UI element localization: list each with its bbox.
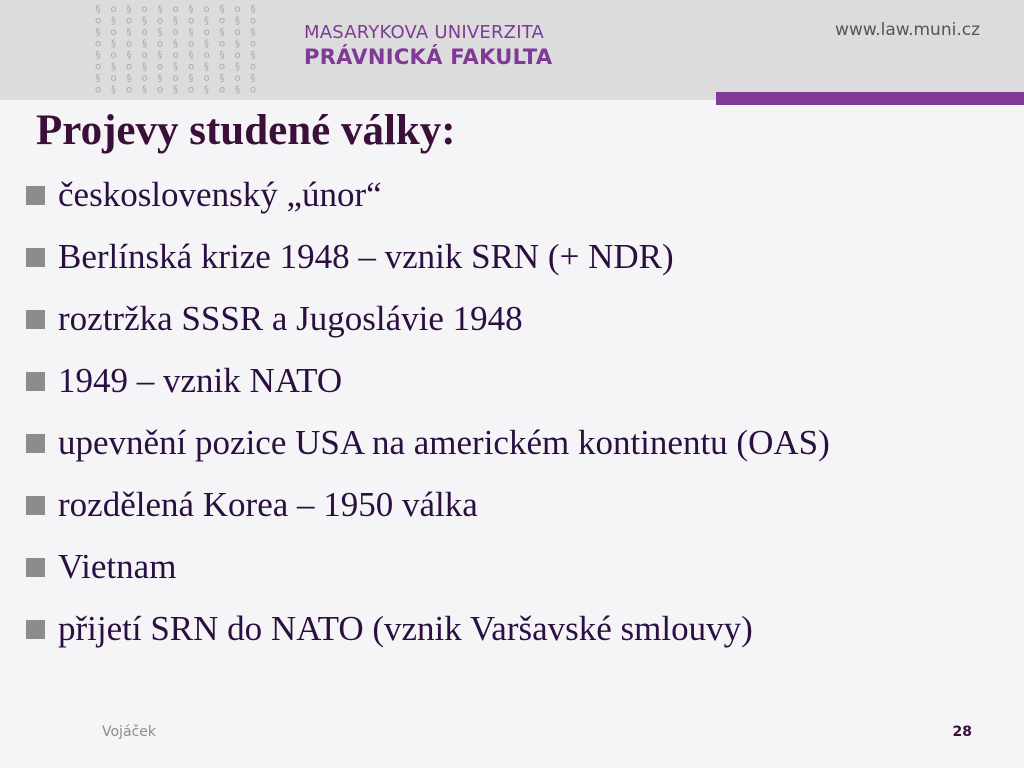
pattern-glyph: § bbox=[111, 61, 116, 73]
pattern-glyph: § bbox=[250, 50, 256, 61]
pattern-glyph: o bbox=[125, 61, 133, 73]
pattern-glyph: § bbox=[219, 50, 225, 61]
pattern-glyph: o bbox=[94, 61, 102, 73]
pattern-glyph: § bbox=[157, 27, 163, 38]
pattern-glyph: § bbox=[204, 38, 209, 50]
pattern-glyph: o bbox=[156, 61, 164, 73]
pattern-glyph: o bbox=[110, 73, 117, 84]
pattern-glyph: o bbox=[141, 50, 148, 61]
pattern-glyph: § bbox=[219, 4, 225, 15]
pattern-glyph: o bbox=[234, 27, 241, 38]
pattern-glyph: o bbox=[156, 38, 164, 50]
faculty-name: PRÁVNICKÁ FAKULTA bbox=[304, 45, 553, 69]
pattern-glyph: § bbox=[157, 73, 163, 84]
pattern-glyph: § bbox=[219, 27, 225, 38]
pattern-glyph: o bbox=[218, 61, 226, 73]
pattern-glyph: o bbox=[218, 38, 226, 50]
pattern-glyph: § bbox=[235, 84, 240, 96]
pattern-glyph: § bbox=[126, 50, 132, 61]
slide-title: Projevy studené války: bbox=[36, 107, 456, 154]
pattern-glyph: § bbox=[235, 38, 240, 50]
pattern-glyph: § bbox=[188, 73, 194, 84]
bullet-text: československý „únor“ bbox=[58, 175, 382, 214]
pattern-glyph: o bbox=[141, 4, 148, 15]
pattern-glyph: o bbox=[172, 27, 179, 38]
pattern-glyph: § bbox=[204, 84, 209, 96]
pattern-glyph: o bbox=[125, 84, 133, 96]
pattern-glyph: § bbox=[250, 73, 256, 84]
pattern-glyph: o bbox=[125, 38, 133, 50]
square-bullet-icon bbox=[26, 372, 45, 391]
pattern-glyph: o bbox=[203, 73, 210, 84]
bullet-item bbox=[26, 418, 986, 467]
pattern-glyph: o bbox=[249, 15, 257, 27]
pattern-glyph: § bbox=[235, 61, 240, 73]
pattern-glyph: § bbox=[204, 15, 209, 27]
pattern-glyph: § bbox=[126, 73, 132, 84]
pattern-glyph: o bbox=[249, 38, 257, 50]
pattern-glyph: o bbox=[203, 27, 210, 38]
website-url: www.law.muni.cz bbox=[835, 20, 980, 40]
pattern-glyph: o bbox=[94, 15, 102, 27]
pattern-glyph: o bbox=[249, 61, 257, 73]
square-bullet-icon bbox=[26, 310, 45, 329]
pattern-glyph: o bbox=[187, 61, 195, 73]
pattern-glyph: o bbox=[110, 4, 117, 15]
pattern-glyph: o bbox=[141, 27, 148, 38]
pattern-glyph: § bbox=[173, 38, 178, 50]
pattern-glyph: o bbox=[172, 50, 179, 61]
pattern-glyph: § bbox=[95, 50, 101, 61]
pattern-glyph: § bbox=[204, 61, 209, 73]
square-bullet-icon bbox=[26, 434, 45, 453]
pattern-glyph: § bbox=[188, 27, 194, 38]
pattern-glyph: o bbox=[218, 15, 226, 27]
pattern-glyph: o bbox=[218, 84, 226, 96]
pattern-glyph: o bbox=[203, 50, 210, 61]
pattern-glyph: § bbox=[157, 4, 163, 15]
footer-author: Vojáček bbox=[102, 724, 156, 740]
pattern-glyph: § bbox=[250, 4, 256, 15]
bullet-item bbox=[26, 480, 986, 529]
pattern-glyph: § bbox=[111, 15, 116, 27]
square-bullet-icon bbox=[26, 558, 45, 577]
pattern-glyph: o bbox=[156, 15, 164, 27]
pattern-glyph: § bbox=[126, 4, 132, 15]
pattern-glyph: § bbox=[111, 38, 116, 50]
pattern-glyph: § bbox=[142, 84, 147, 96]
pattern-glyph: § bbox=[111, 84, 116, 96]
pattern-glyph: § bbox=[142, 15, 147, 27]
header-banner bbox=[0, 0, 1024, 100]
square-bullet-icon bbox=[26, 186, 45, 205]
bullet-item bbox=[26, 356, 986, 405]
pattern-glyph: o bbox=[110, 50, 117, 61]
paragraph-pattern-logo bbox=[92, 2, 262, 96]
square-bullet-icon bbox=[26, 248, 45, 267]
pattern-glyph: o bbox=[156, 84, 164, 96]
accent-bar bbox=[716, 92, 1024, 105]
pattern-glyph: § bbox=[219, 73, 225, 84]
pattern-glyph: § bbox=[250, 27, 256, 38]
pattern-glyph: § bbox=[173, 61, 178, 73]
bullet-item bbox=[26, 542, 986, 591]
pattern-glyph: o bbox=[203, 4, 210, 15]
bullet-item bbox=[26, 294, 986, 343]
pattern-glyph: o bbox=[125, 15, 133, 27]
bullet-text: upevnění pozice USA na americkém kontinentu (OAS) bbox=[58, 423, 830, 462]
page-number: 28 bbox=[952, 724, 972, 740]
bullet-list bbox=[26, 170, 986, 666]
bullet-item bbox=[26, 232, 986, 281]
pattern-glyph: § bbox=[126, 27, 132, 38]
bullet-item bbox=[26, 604, 986, 653]
pattern-glyph: o bbox=[234, 50, 241, 61]
pattern-glyph: o bbox=[94, 84, 102, 96]
pattern-glyph: § bbox=[95, 27, 101, 38]
pattern-glyph: § bbox=[95, 73, 101, 84]
bullet-text: 1949 – vznik NATO bbox=[58, 361, 343, 400]
pattern-glyph: § bbox=[142, 61, 147, 73]
pattern-glyph: § bbox=[95, 4, 101, 15]
bullet-item bbox=[26, 170, 986, 219]
pattern-glyph: o bbox=[234, 4, 241, 15]
bullet-text: rozdělená Korea – 1950 válka bbox=[58, 485, 478, 524]
pattern-glyph: o bbox=[172, 73, 179, 84]
pattern-glyph: § bbox=[235, 15, 240, 27]
pattern-glyph: § bbox=[173, 15, 178, 27]
bullet-text: přijetí SRN do NATO (vznik Varšavské smlouvy) bbox=[58, 609, 753, 648]
square-bullet-icon bbox=[26, 620, 45, 639]
pattern-glyph: o bbox=[187, 38, 195, 50]
pattern-glyph: § bbox=[188, 50, 194, 61]
pattern-glyph: o bbox=[110, 27, 117, 38]
pattern-glyph: § bbox=[188, 4, 194, 15]
university-name: MASARYKOVA UNIVERZITA bbox=[304, 22, 545, 43]
pattern-glyph: o bbox=[187, 15, 195, 27]
bullet-text: roztržka SSSR a Jugoslávie 1948 bbox=[58, 299, 523, 338]
pattern-glyph: o bbox=[141, 73, 148, 84]
pattern-glyph: § bbox=[142, 38, 147, 50]
pattern-glyph: o bbox=[249, 84, 257, 96]
pattern-glyph: o bbox=[94, 38, 102, 50]
pattern-glyph: o bbox=[234, 73, 241, 84]
bullet-text: Berlínská krize 1948 – vznik SRN (+ NDR) bbox=[58, 237, 674, 276]
pattern-glyph: § bbox=[173, 84, 178, 96]
pattern-glyph: o bbox=[172, 4, 179, 15]
bullet-text: Vietnam bbox=[58, 547, 177, 586]
square-bullet-icon bbox=[26, 496, 45, 515]
pattern-glyph: o bbox=[187, 84, 195, 96]
pattern-glyph: § bbox=[157, 50, 163, 61]
